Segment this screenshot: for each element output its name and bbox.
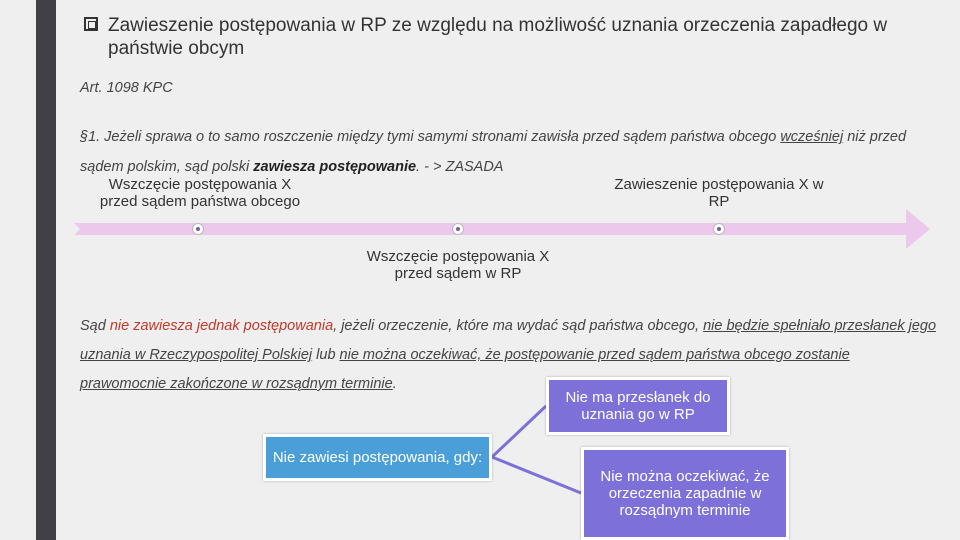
timeline-label-middle-line2: przed sądem w RP [394,265,522,282]
timeline-label-left-line2: przed sądem państwa obcego [99,193,301,210]
para1-text-e: . - > ZASADA [416,159,504,175]
connector-to-box3 [492,457,581,493]
condition-box-no-timely-judgment [581,447,789,540]
timeline-label-left-line1: Wszczęcie postępowania X [108,176,292,193]
root-box-will-not-suspend [263,434,492,481]
para2-text-g: . [392,376,397,392]
para2-text-c: , jeżeli orzeczenie, które ma wydać sąd państwa obcego, [333,318,704,334]
para2-red-not-suspend: nie zawiesza jednak postępowania [109,318,334,334]
connector-to-box1 [492,406,546,457]
root-box-will-not-suspend-text: Nie zawiesi postępowania, gdy: [272,449,483,466]
para2-text-e: lub [312,347,340,363]
para1-text-c: niż przed sądem polskim, sąd polski [80,129,907,175]
para2-text-a: Sąd [80,318,110,334]
para1-underlined-earlier: wcześniej [780,129,844,145]
timeline-label-right-line2: RP [708,193,730,210]
condition-box-no-recognition [546,377,730,435]
para1-text-a: §1. Jeżeli sprawa o to samo roszczenie między tymi samymi stronami zawisła przed sądem państwa obcego [80,129,781,145]
slide-title-text: Zawieszenie postępowania w RP ze względu na możliwość uznania orzeczenia zapadłego w państwie obcym [108,15,888,59]
timeline-label-middle-line1: Wszczęcie postępowania X [366,248,550,265]
para2-underlined-no-recognition: nie będzie spełniało przesłanek jego uznania w Rzeczypospolitej Polskiej [80,318,937,363]
condition-box-no-recognition-text: Nie ma przesłanek do uznania go w RP [565,389,711,423]
condition-box-no-timely-judgment-text: Nie można oczekiwać, że orzeczenia zapadnie w rozsądnym terminie [600,468,770,519]
para1-bold-suspends: zawiesza postępowanie [253,159,417,175]
article-reference: Art. 1098 KPC [80,80,173,96]
para2-underlined-no-timely-end: nie można oczekiwać, że postępowanie przed sądem państwa obcego zostanie prawomocnie zakończone w rozsądnym terminie [80,347,850,392]
timeline-label-right-line1: Zawieszenie postępowania X w [614,176,824,193]
